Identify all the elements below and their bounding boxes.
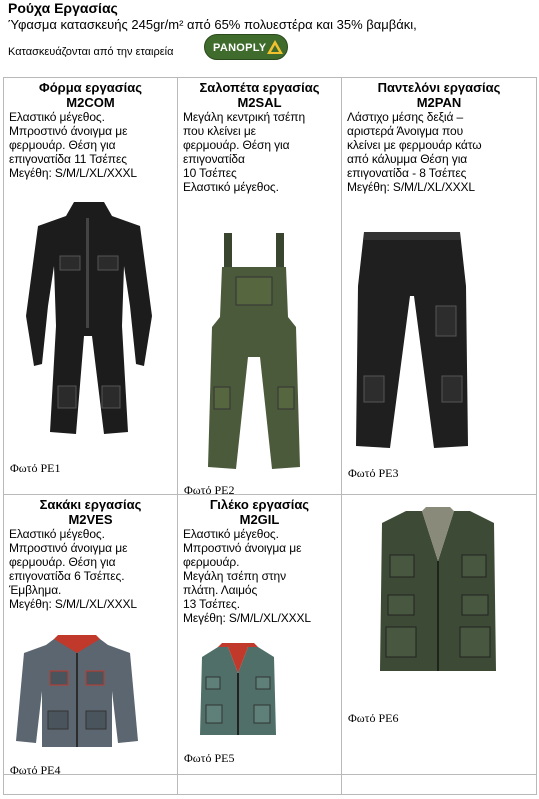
product-name: Παντελόνι εργασίας bbox=[377, 80, 501, 95]
empty-cell bbox=[342, 775, 537, 795]
photo-label: Φωτό PE3 bbox=[348, 466, 399, 480]
products-table bbox=[3, 77, 537, 795]
panoply-logo bbox=[204, 34, 288, 60]
product-cell-m2com bbox=[4, 78, 178, 495]
product-code: M2VES bbox=[68, 512, 113, 527]
empty-cell bbox=[178, 775, 342, 795]
product-name: Σαλοπέτα εργασίας bbox=[199, 80, 320, 95]
vest-icon bbox=[196, 643, 280, 739]
jacket-icon bbox=[12, 631, 142, 751]
product-code: M2COM bbox=[66, 95, 115, 110]
product-name: Γιλέκο εργασίας bbox=[209, 497, 310, 512]
product-code: M2GIL bbox=[239, 512, 280, 527]
empty-cell bbox=[4, 775, 178, 795]
photo-label: Φωτό PE5 bbox=[184, 751, 235, 765]
trousers-icon bbox=[350, 226, 474, 456]
document-header bbox=[8, 0, 536, 58]
fabric-description: Ύφασμα κατασκευής 245gr/m² από 65% πολυεστέρα και 35% βαμβάκι, bbox=[8, 17, 417, 32]
logo-text: PANOPLY bbox=[213, 42, 267, 54]
page-title: Ρούχα Εργασίας bbox=[8, 0, 118, 16]
manufacturer-text: Κατασκευάζονται από την εταιρεία bbox=[8, 46, 174, 58]
vest-large-icon bbox=[376, 505, 500, 675]
product-cell-m2ves bbox=[4, 495, 178, 775]
product-description: Ελαστικό μέγεθος. Μπροστινό άνοιγμα με φερμουάρ. Θέση για επιγονατίδα 11 Τσέπες Μεγέθη: S/M/L/XL/XXXL bbox=[9, 110, 137, 180]
product-code: M2SAL bbox=[237, 95, 282, 110]
product-cell-m2pan bbox=[342, 78, 537, 495]
product-name: Φόρμα εργασίας bbox=[39, 80, 142, 95]
product-code: M2PAN bbox=[416, 95, 462, 110]
coverall-icon bbox=[12, 196, 166, 440]
product-description: Ελαστικό μέγεθος. Μπροστινό άνοιγμα με φερμουάρ. Μεγάλη τσέπη στην πλάτη. Λαιμός 13 Τσέπες. Μεγέθη: S/M/L/XL/XXXL bbox=[183, 527, 311, 625]
product-name: Σακάκι εργασίας bbox=[39, 497, 142, 512]
logo-triangle-icon bbox=[267, 40, 283, 54]
product-description: Μεγάλη κεντρική τσέπη που κλείνει με φερμουάρ. Θέση για επιγονατίδα 10 Τσέπες Ελαστικό μέγεθος. bbox=[183, 110, 306, 194]
product-cell-m2gil bbox=[178, 495, 342, 775]
photo-label: Φωτό PE6 bbox=[348, 711, 399, 725]
photo-label: Φωτό PE1 bbox=[10, 461, 61, 475]
overalls-icon bbox=[184, 227, 324, 477]
photo-label: Φωτό PE4 bbox=[10, 763, 61, 777]
photo-label: Φωτό PE2 bbox=[184, 483, 235, 497]
product-cell-m2sal bbox=[178, 78, 342, 495]
product-description: Ελαστικό μέγεθος. Μπροστινό άνοιγμα με φερμουάρ. Θέση για επιγονατίδα 6 Τσέπες. Έμβλημα. Μεγέθη: S/M/L/XL/XXXL bbox=[9, 527, 137, 611]
product-description: Λάστιχο μέσης δεξιά – αριστερά Άνοιγμα που κλείνει με φερμουάρ κάτω από κάλυμμα Θέση για επιγονατίδα - 8 Τσέπες Μεγέθη: S/M/L/XL/XXXL bbox=[347, 110, 482, 194]
product-cell-vest bbox=[342, 495, 537, 775]
